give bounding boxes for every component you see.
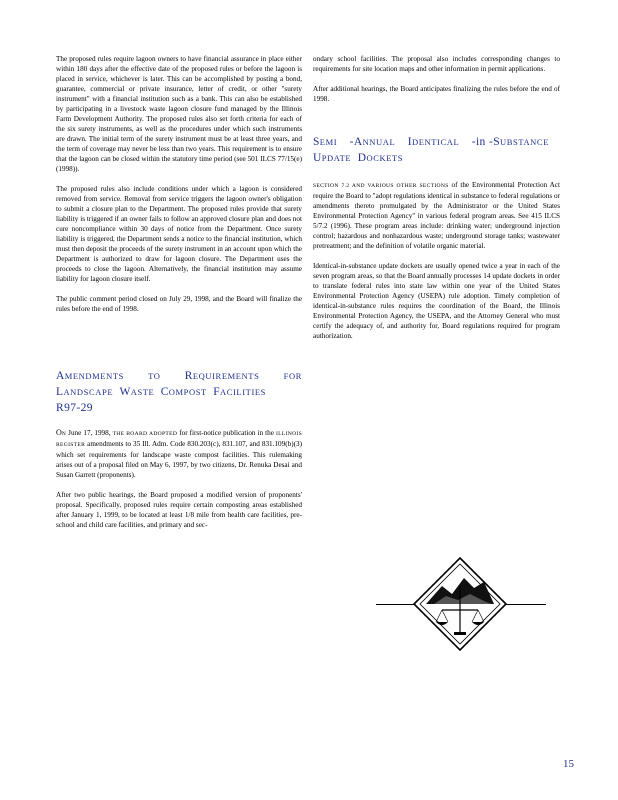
- paragraph: The public comment period closed on July 29, 1998, and the Board will finalize the rules before the end of 1998.: [56, 295, 302, 313]
- left-column: [56, 54, 302, 540]
- scales-of-justice-icon: [412, 556, 508, 652]
- page-number: 15: [563, 758, 574, 770]
- right-column: [313, 54, 560, 351]
- paragraph: After additional hearings, the Board anticipates finalizing the rules before the end of 1998.: [313, 85, 560, 103]
- heading-line: SEMI -ANNUAL IDENTICAL -in -SUBSTANCE: [313, 136, 549, 148]
- paragraph: After two public hearings, the Board proposed a modified version of proponents' proposal. Specifically, proposed rules require certain composting areas established after January 1, 1999, to be located at least 1/8 mile from health care facilities, pre-school and child care facilities, and primary and sec-: [56, 491, 302, 529]
- heading-line: LANDSCAPE WASTE COMPOST FACILITIES: [56, 386, 266, 398]
- board-emblem: [376, 556, 546, 656]
- heading-line: AMENDMENTS TO REQUIREMENTS FOR: [56, 370, 302, 382]
- paragraph: The proposed rules also include conditions under which a lagoon is considered removed from service. Removal from service triggers the lagoon owner's obligation to submit a closure plan to the Department. The proposed rules provide that surety liability is triggered if an owner fails to follow an approved closure plan and does not cure noncompliance within 30 days of notice from the Department. Once surety liability is triggered, the Department sends a notice to the financial institution, which must then deposit the proceeds of the surety instrument in an account upon which the Department is authorized to draw for lagoon closure. The Department uses the proceeds to close the lagoon. Alternatively, the financial institution may assume liability for lagoon closure itself.: [56, 185, 302, 283]
- emblem-rule-left: [376, 604, 416, 605]
- heading-line: UPDATE DOCKETS: [313, 152, 404, 164]
- paragraph: The proposed rules require lagoon owners to have financial assurance in place either within 180 days after the effective date of the proposed rules or before the lagoon is placed in service, whichever is later. This can be accomplished by posting a bond, guarantee, commercial or private insurance, letter of credit, or other "surety instrument" with a financial institution such as a bank. This can also be established by participating in a livestock waste lagoon closure fund managed by the Illinois Farm Development Authority. The proposed rules also set forth criteria for each of the six surety instruments, as well as the procedures under which such instruments are drawn. The initial term of the surety instrument must be at least three years, and the term of coverage may never be less than two years. This requirement is to ensure that the lagoon can be closed within the statutory time period (see 501 ILCS 77/15(e) (1998)).: [56, 55, 302, 173]
- docket-number: R97-29: [56, 402, 93, 414]
- paragraph: ON June 17, 1998, THE BOARD ADOPTED for first-notice publication in the ILLINOIS REGISTER amendments to 35 Ill. Adm. Code 830.203(c), 831.107, and 831.109(b)(3) which set requirements for landscape waste compost facilities. This rulemaking arises out of a proposal filed on May 6, 1997, by two citizens, Dr. Renuka Desai and Susan Garrett (proponents).: [56, 428, 302, 479]
- section-heading-identical-in-substance: [313, 134, 560, 166]
- section-heading-landscape-compost: [56, 368, 302, 416]
- paragraph: Identical-in-substance update dockets are usually opened twice a year in each of the seven program areas, so that the Board annually processes 14 update dockets in order to translate federal rules into state law within one year of the United States Environmental Protection Agency (USEPA) rule adoption. Timely completion of identical-in-substance rules requires the coordination of the Board, the Illinois Environmental Protection Agency, the USEPA, and the Attorney General who must certify the adequacy of, and authority for, Board regulations required for program authorization.: [313, 262, 560, 340]
- paragraph: SECTION 7.2 AND VARIOUS OTHER SECTIONS of the Environmental Protection Act require the Board to "adopt regulations identical in substance to federal regulations or amendments thereto promulgated by the Administrator or the United States Environmental Protection Agency" in various federal program areas. See 415 ILCS 5/7.2 (1996). These program areas include: drinking water; underground injection control; hazardous and nonhazardous waste; underground storage tanks; wastewater pretreatment; and the definition of volatile organic material.: [313, 181, 560, 250]
- paragraph: ondary school facilities. The proposal also includes corresponding changes to requirements for site location maps and other information in permit applications.: [313, 55, 560, 73]
